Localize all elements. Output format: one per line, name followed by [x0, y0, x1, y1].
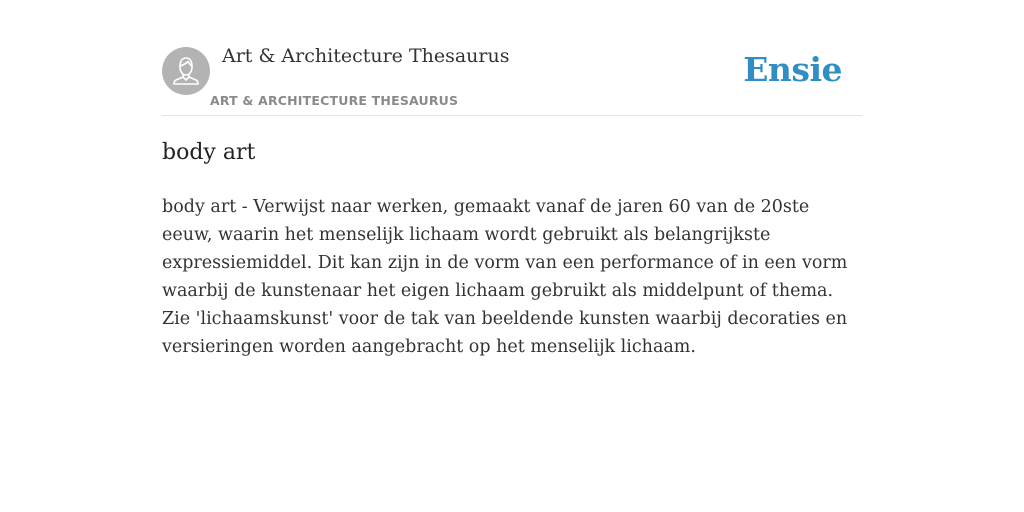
entry-card: [162, 0, 862, 512]
brand-logo[interactable]: Ensie: [743, 50, 842, 89]
source-label[interactable]: ART & ARCHITECTURE THESAURUS: [210, 93, 459, 108]
entry-definition: body art - Verwijst naar werken, gemaakt vanaf de jaren 60 van de 20ste eeuw, waarin het menselijk lichaam wordt gebruikt als belangrijkste expressiemiddel. Dit kan zijn in de vorm van een performance of in een vorm waarbij de kunstenaar het eigen lichaam gebruikt als middelpunt of thema. Zie 'lichaamskunst' voor de tak van beeldende kunsten waarbij decoraties en versieringen worden aangebracht op het menselijk lichaam.: [162, 197, 848, 357]
header-divider: [162, 115, 862, 116]
user-silhouette-icon: [162, 47, 210, 95]
author-name[interactable]: Art & Architecture Thesaurus: [222, 45, 510, 67]
entry-title: body art: [162, 140, 256, 165]
author-avatar[interactable]: [162, 47, 210, 95]
